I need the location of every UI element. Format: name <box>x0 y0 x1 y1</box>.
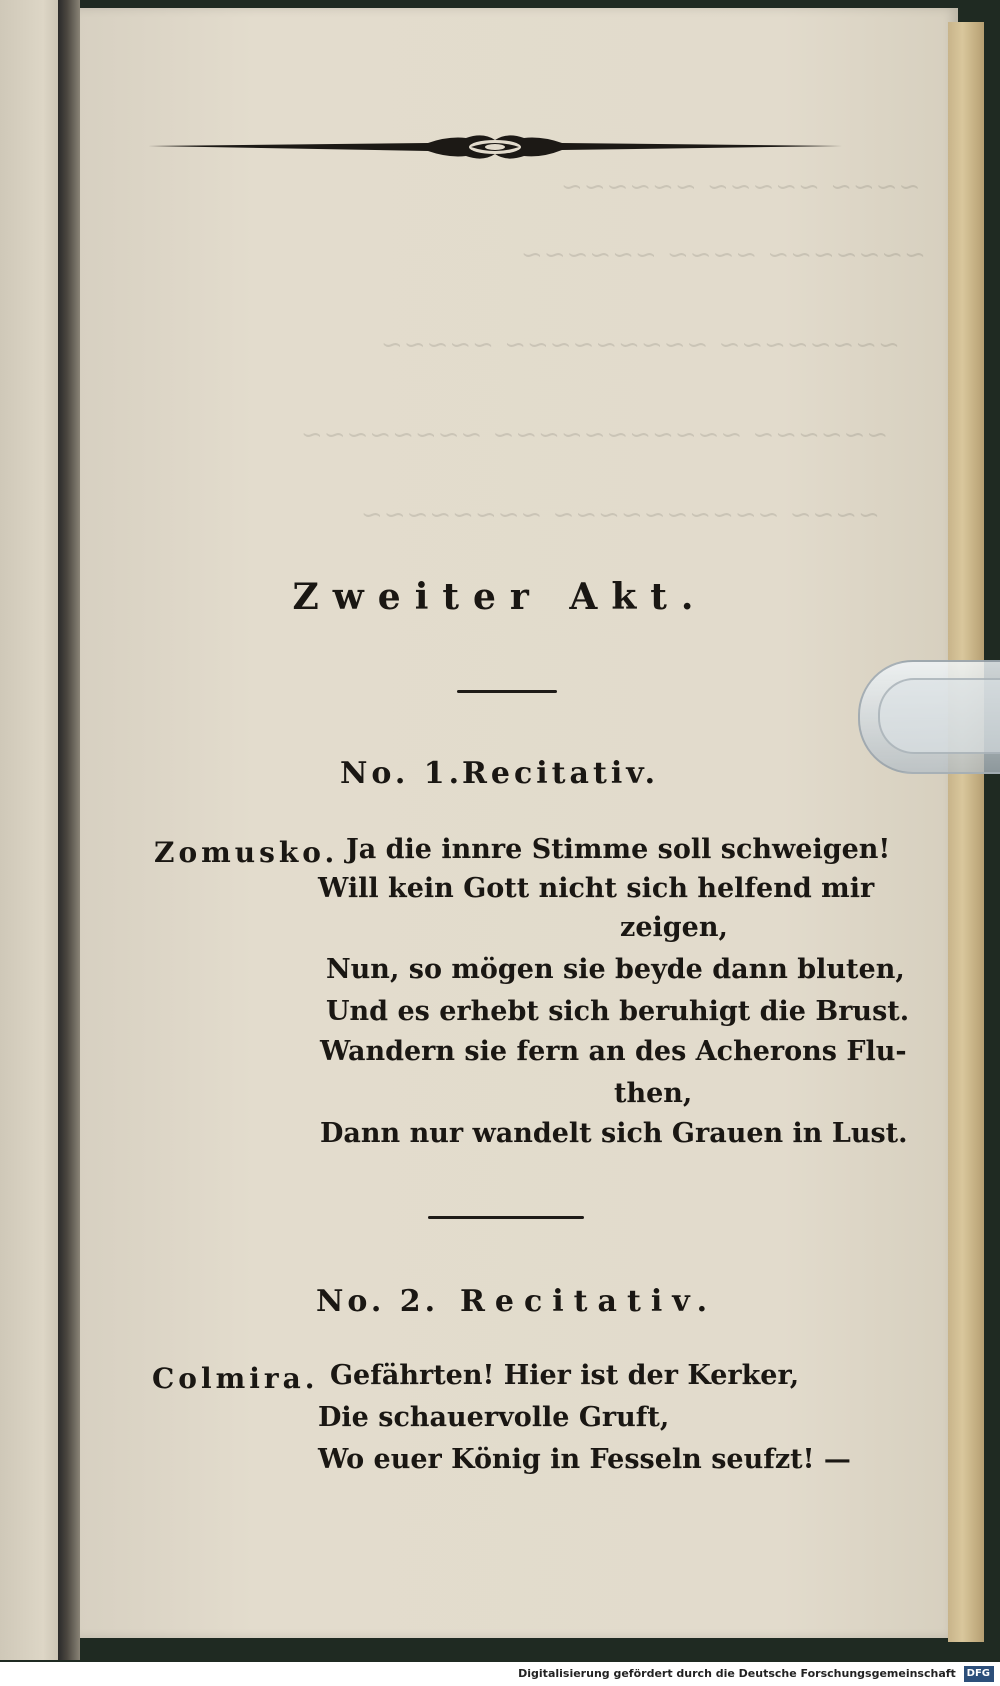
heading-rule <box>457 690 557 693</box>
bleed-through-texture: ~~~~~~~~ ~~~~~~~~~ ~~~~~ <box>380 330 900 360</box>
verse-line: Nun, so mögen sie beyde dann bluten, <box>326 954 905 985</box>
section-2-type: Recitativ. <box>460 1284 718 1319</box>
verse-line: Die schauervolle Gruft, <box>318 1402 670 1433</box>
section-1-type: Recitativ. <box>462 756 660 791</box>
bleed-through-texture: ~~~~ ~~~~~ ~~~~~~ <box>560 172 921 202</box>
section-2-number: No. 2. <box>316 1284 440 1319</box>
page-stack-edge <box>948 22 984 1642</box>
act-heading: Zweiter Akt. <box>292 576 708 618</box>
section-divider <box>428 1216 584 1219</box>
dfg-logo-icon: DFG <box>964 1666 994 1682</box>
bleed-through-texture: ~~~~~~ ~~~~~~~~~~~ ~~~~~~~~ <box>300 420 889 450</box>
section-1-number: No. 1. <box>340 756 464 791</box>
verse-line: Und es erhebt sich beruhigt die Brust. <box>326 996 910 1027</box>
verse-line: Gefährten! Hier ist der Kerker, <box>330 1360 800 1391</box>
page-clip-inner <box>878 678 1000 754</box>
digitization-footer <box>0 1662 1000 1686</box>
bleed-through-texture: ~~~~~~~ ~~~~ ~~~~~~ <box>520 240 926 270</box>
bleed-through-texture: ~~~~ ~~~~~~~~~~ ~~~~~~~~ <box>360 500 880 530</box>
speaker-name: Colmira. <box>152 1362 319 1395</box>
footer-credit: Digitalisierung gefördert durch die Deutsche Forschungsgemeinschaft <box>518 1667 956 1680</box>
verse-line: Ja die innre Stimme soll schweigen! <box>346 834 891 865</box>
verse-line-continuation: zeigen, <box>620 912 728 943</box>
verse-line: Wandern sie fern an des Acherons Flu- <box>320 1036 907 1067</box>
verse-line: Dann nur wandelt sich Grauen in Lust. <box>320 1118 908 1149</box>
book-gutter <box>58 0 80 1660</box>
verse-line: Wo euer König in Fesseln seufzt! — <box>318 1444 851 1475</box>
ornamental-divider <box>148 130 842 164</box>
speaker-name: Zomusko. <box>154 836 339 869</box>
verse-line: Will kein Gott nicht sich helfend mir <box>318 873 875 904</box>
verse-line-continuation: then, <box>614 1078 693 1109</box>
